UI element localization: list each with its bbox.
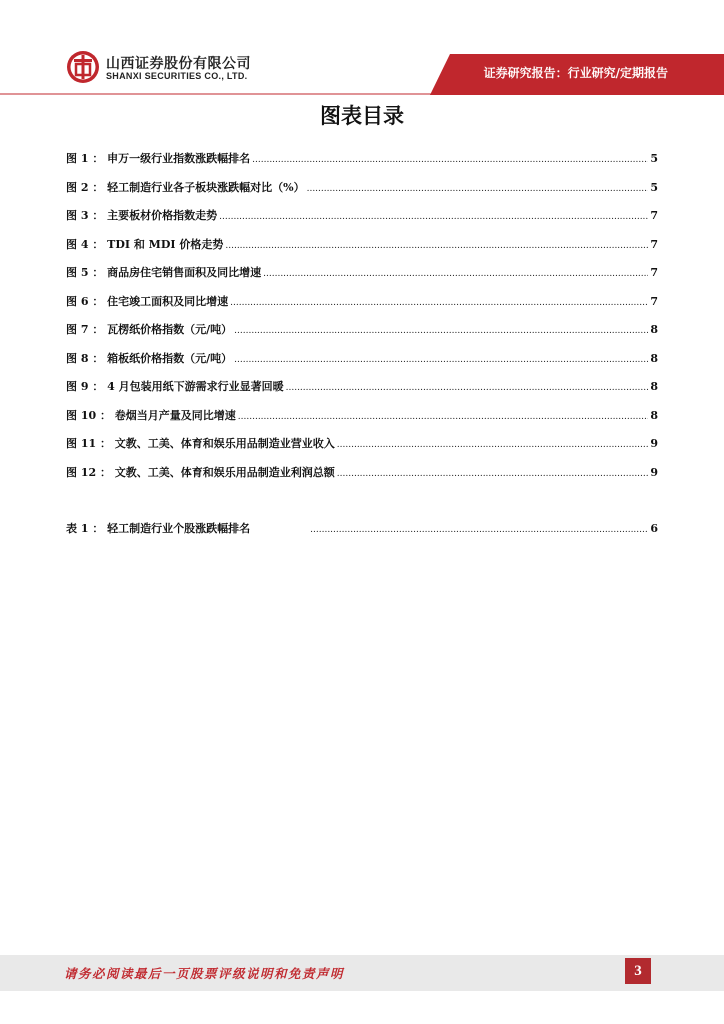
toc-entry-page: 7 xyxy=(650,294,658,308)
toc-entry-page: 9 xyxy=(650,437,658,450)
toc-entry-label: 图 1 ： 申万一级行业指数涨跌幅排名 xyxy=(66,152,251,165)
toc-leader-dots xyxy=(337,440,649,450)
page-title: 图表目录 xyxy=(320,104,404,128)
toc-entry-page: 8 xyxy=(650,351,658,365)
toc-entry-label: 表 1 ： 轻工制造行业个股涨跌幅排名 xyxy=(66,522,251,535)
toc-figure-entry[interactable] xyxy=(66,179,658,197)
footer-disclaimer: 请务必阅读最后一页股票评级说明和免责声明 xyxy=(64,966,345,981)
toc-entry-label: 图 2 ： 轻工制造行业各子板块涨跌幅对比（%） xyxy=(66,180,305,194)
toc-leader-dots xyxy=(337,469,649,479)
toc-leader-dots xyxy=(219,212,648,222)
toc-figure-entry[interactable] xyxy=(66,207,658,225)
toc-figure-entry[interactable] xyxy=(66,236,658,254)
toc-entry-label: 图 9 ： 4 月包装用纸下游需求行业显著回暖 xyxy=(66,380,284,393)
toc-entry-label: 图 5 ： 商品房住宅销售面积及同比增速 xyxy=(66,266,262,279)
toc-entry-page: 7 xyxy=(650,266,658,279)
toc-entry-page: 7 xyxy=(650,209,658,222)
toc-entry-label: 图 12 ： 文教、工美、体育和娱乐用品制造业利润总额 xyxy=(66,465,335,479)
toc-entry-label: 图 7 ： 瓦楞纸价格指数（元/吨） xyxy=(66,323,233,336)
toc-figure-entry[interactable] xyxy=(66,435,658,453)
toc-entry-page: 6 xyxy=(650,522,658,535)
toc-entry-label: 图 11 ： 文教、工美、体育和娱乐用品制造业营业收入 xyxy=(66,437,335,450)
toc-entry-label: 图 6 ： 住宅竣工面积及同比增速 xyxy=(66,294,229,308)
toc-entry-page: 7 xyxy=(650,237,658,251)
toc-figure-entry[interactable] xyxy=(66,321,658,339)
company-name-en: SHANXI SECURITIES CO., LTD. xyxy=(106,71,248,81)
company-name-cn: 山西证券股份有限公司 xyxy=(106,56,251,72)
toc-leader-dots xyxy=(307,184,649,194)
toc-leader-dots xyxy=(234,355,648,365)
toc-leader-dots xyxy=(252,155,648,165)
toc-leader-dots xyxy=(225,241,648,251)
toc-figure-entry[interactable] xyxy=(66,378,658,396)
toc-entry-page: 9 xyxy=(650,465,658,479)
toc-leader-dots xyxy=(263,269,648,279)
toc-entry-page: 8 xyxy=(650,408,658,422)
toc-figure-entry[interactable] xyxy=(66,407,658,425)
toc-entry-label: 图 8 ： 箱板纸价格指数（元/吨） xyxy=(66,351,233,365)
toc-entry-label: 图 3 ： 主要板材价格指数走势 xyxy=(66,209,218,222)
toc-entry-label: 图 10 ： 卷烟当月产量及同比增速 xyxy=(66,408,236,422)
toc-entry-page: 8 xyxy=(650,380,658,393)
toc-entry-page: 8 xyxy=(650,323,658,336)
toc-entry-label: 图 4 ： TDI 和 MDI 价格走势 xyxy=(66,237,224,251)
toc-leader-dots xyxy=(230,298,648,308)
toc-figure-entry[interactable] xyxy=(66,293,658,311)
toc-figure-entry[interactable] xyxy=(66,464,658,482)
page-number: 3 xyxy=(625,958,651,984)
report-type-label: 证券研究报告：行业研究/定期报告 xyxy=(483,66,668,80)
toc-figure-entry[interactable] xyxy=(66,264,658,282)
toc-figure-entry[interactable] xyxy=(66,350,658,368)
toc-entry-page: 5 xyxy=(650,180,658,194)
toc-leader-dots xyxy=(238,412,649,422)
page-header xyxy=(0,0,724,100)
toc-figure-entry[interactable] xyxy=(66,150,658,168)
toc-table-entry[interactable] xyxy=(66,520,658,538)
toc-entry-page: 5 xyxy=(650,152,658,165)
toc-leader-dots xyxy=(286,383,649,393)
toc-leader-dots xyxy=(310,525,648,535)
toc-leader-dots xyxy=(234,326,648,336)
